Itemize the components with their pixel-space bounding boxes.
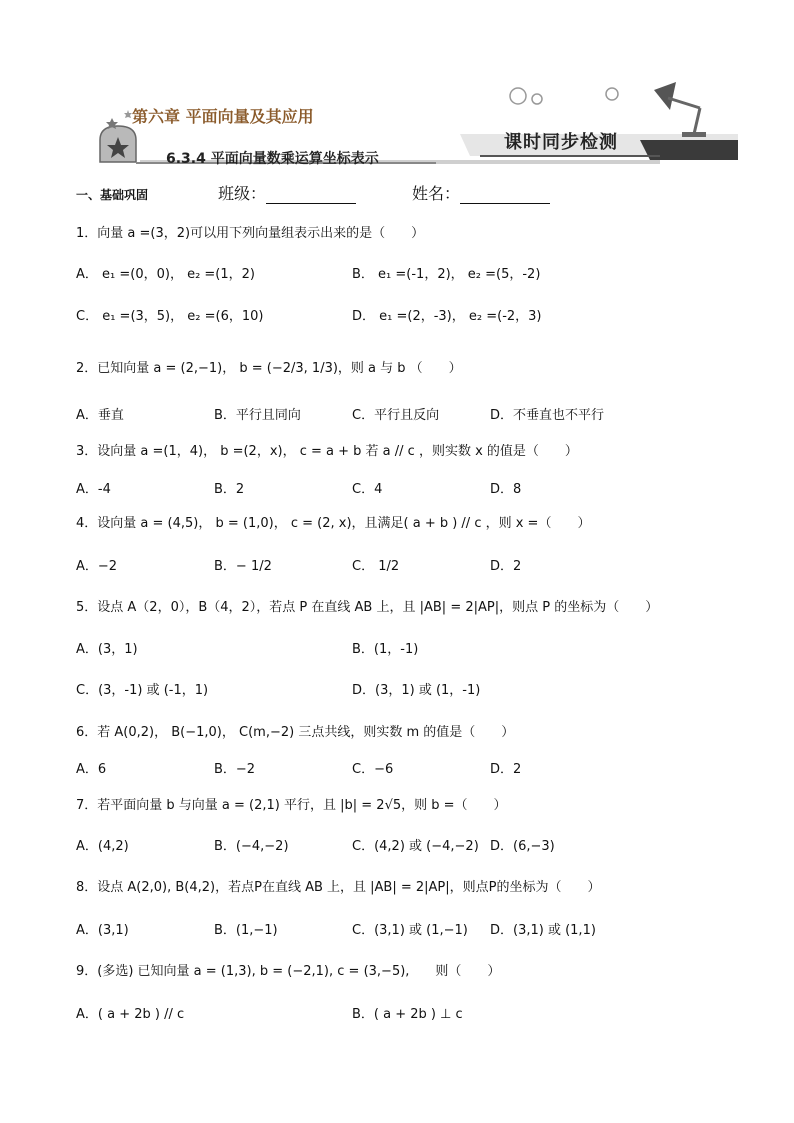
question-9-option-b[interactable]: B．( a + 2b ) ⊥ c: [352, 1007, 463, 1022]
question-2-option-d[interactable]: D．不垂直也不平行: [490, 408, 605, 423]
question-5-option-d[interactable]: D．(3，1) 或 (1，-1): [352, 683, 481, 698]
header-decoration: [0, 0, 794, 180]
question-9-option-a[interactable]: A．( a + 2b ) // c: [76, 1007, 185, 1022]
question-2-option-b[interactable]: B．平行且同向: [214, 408, 301, 423]
question-5-option-b[interactable]: B．(1，-1): [352, 642, 419, 657]
question-7-option-b[interactable]: B．(−4,−2): [214, 839, 289, 854]
class-label: 班级：: [218, 184, 267, 203]
name-label: 姓名：: [412, 184, 461, 203]
lamp-icon: [654, 82, 706, 137]
chapter-title: 第六章 平面向量及其应用: [132, 107, 314, 126]
question-5-option-a[interactable]: A．(3，1): [76, 642, 138, 657]
question-6-option-c[interactable]: C．−6: [352, 762, 394, 777]
question-6-stem: 6．若 A(0,2)， B(−1,0)， C(m,−2) 三点共线，则实数 m 的值是（ ）: [76, 725, 515, 740]
question-1-stem: 1．向量 a =(3，2)可以用下列向量组表示出来的是（ ）: [76, 226, 425, 241]
question-3-option-b[interactable]: B．2: [214, 482, 245, 497]
class-field[interactable]: [218, 181, 356, 204]
question-1-option-d[interactable]: D． e₁ =(2，-3)， e₂ =(-2，3): [352, 309, 542, 324]
section-title: 6.3.4 平面向量数乘运算坐标表示: [166, 151, 379, 167]
question-5-stem: 5．设点 A（2，0），B（4，2），若点 P 在直线 AB 上，且 |AB| = 2|AP|，则点 P 的坐标为（ ）: [76, 600, 659, 615]
question-7-option-c[interactable]: C．(4,2) 或 (−4,−2): [352, 839, 479, 854]
question-2-option-a[interactable]: A．垂直: [76, 408, 124, 423]
question-3-option-a[interactable]: A．-4: [76, 482, 111, 497]
name-blank[interactable]: [460, 203, 550, 204]
name-field[interactable]: [412, 181, 550, 204]
question-5-option-c[interactable]: C．(3，-1) 或 (-1，1): [76, 683, 209, 698]
question-9-stem: 9．(多选) 已知向量 a = (1,3), b = (−2,1), c = (3,−5), 则（ ）: [76, 964, 501, 979]
question-3-stem: 3．设向量 a =(1，4)， b =(2，x)， c = a + b 若 a // c ，则实数 x 的值是（ ）: [76, 444, 578, 459]
question-8-option-b[interactable]: B．(1,−1): [214, 923, 278, 938]
question-4-stem: 4．设向量 a = (4,5)， b = (1,0)， c = (2, x)，且满足( a + b ) // c ，则 x =（ ）: [76, 516, 591, 531]
question-3-option-c[interactable]: C．4: [352, 482, 383, 497]
question-7-stem: 7．若平面向量 b 与向量 a = (2,1) 平行，且 |b| = 2√5，则 b =（ ）: [76, 798, 507, 813]
sync-badge: 课时同步检测: [504, 132, 618, 153]
question-4-option-b[interactable]: B．− 1/2: [214, 559, 272, 574]
question-2-stem: 2．已知向量 a = (2,−1)， b = (−2/3, 1/3)，则 a 与 b （ ）: [76, 361, 462, 376]
question-2-option-c[interactable]: C．平行且反向: [352, 408, 440, 423]
question-1-option-a[interactable]: A． e₁ =(0，0)， e₂ =(1，2): [76, 267, 255, 282]
part-heading: 一、基础巩固: [76, 188, 149, 202]
question-3-option-d[interactable]: D．8: [490, 482, 522, 497]
question-6-option-a[interactable]: A．6: [76, 762, 107, 777]
question-7-option-d[interactable]: D．(6,−3): [490, 839, 555, 854]
question-8-option-c[interactable]: C．(3,1) 或 (1,−1): [352, 923, 468, 938]
star-badge-icon: [100, 110, 136, 162]
question-6-option-d[interactable]: D．2: [490, 762, 522, 777]
question-4-option-d[interactable]: D．2: [490, 559, 522, 574]
question-1-option-c[interactable]: C． e₁ =(3，5)， e₂ =(6，10): [76, 309, 264, 324]
question-6-option-b[interactable]: B．−2: [214, 762, 256, 777]
question-8-stem: 8．设点 A(2,0), B(4,2)，若点P在直线 AB 上，且 |AB| = 2|AP|，则点P的坐标为（ ）: [76, 880, 601, 895]
question-1-option-b[interactable]: B． e₁ =(-1，2)， e₂ =(5，-2): [352, 267, 541, 282]
class-blank[interactable]: [266, 203, 356, 204]
question-7-option-a[interactable]: A．(4,2): [76, 839, 129, 854]
question-4-option-c[interactable]: C． 1/2: [352, 559, 400, 574]
question-8-option-a[interactable]: A．(3,1): [76, 923, 129, 938]
question-8-option-d[interactable]: D．(3,1) 或 (1,1): [490, 923, 596, 938]
question-4-option-a[interactable]: A．−2: [76, 559, 118, 574]
